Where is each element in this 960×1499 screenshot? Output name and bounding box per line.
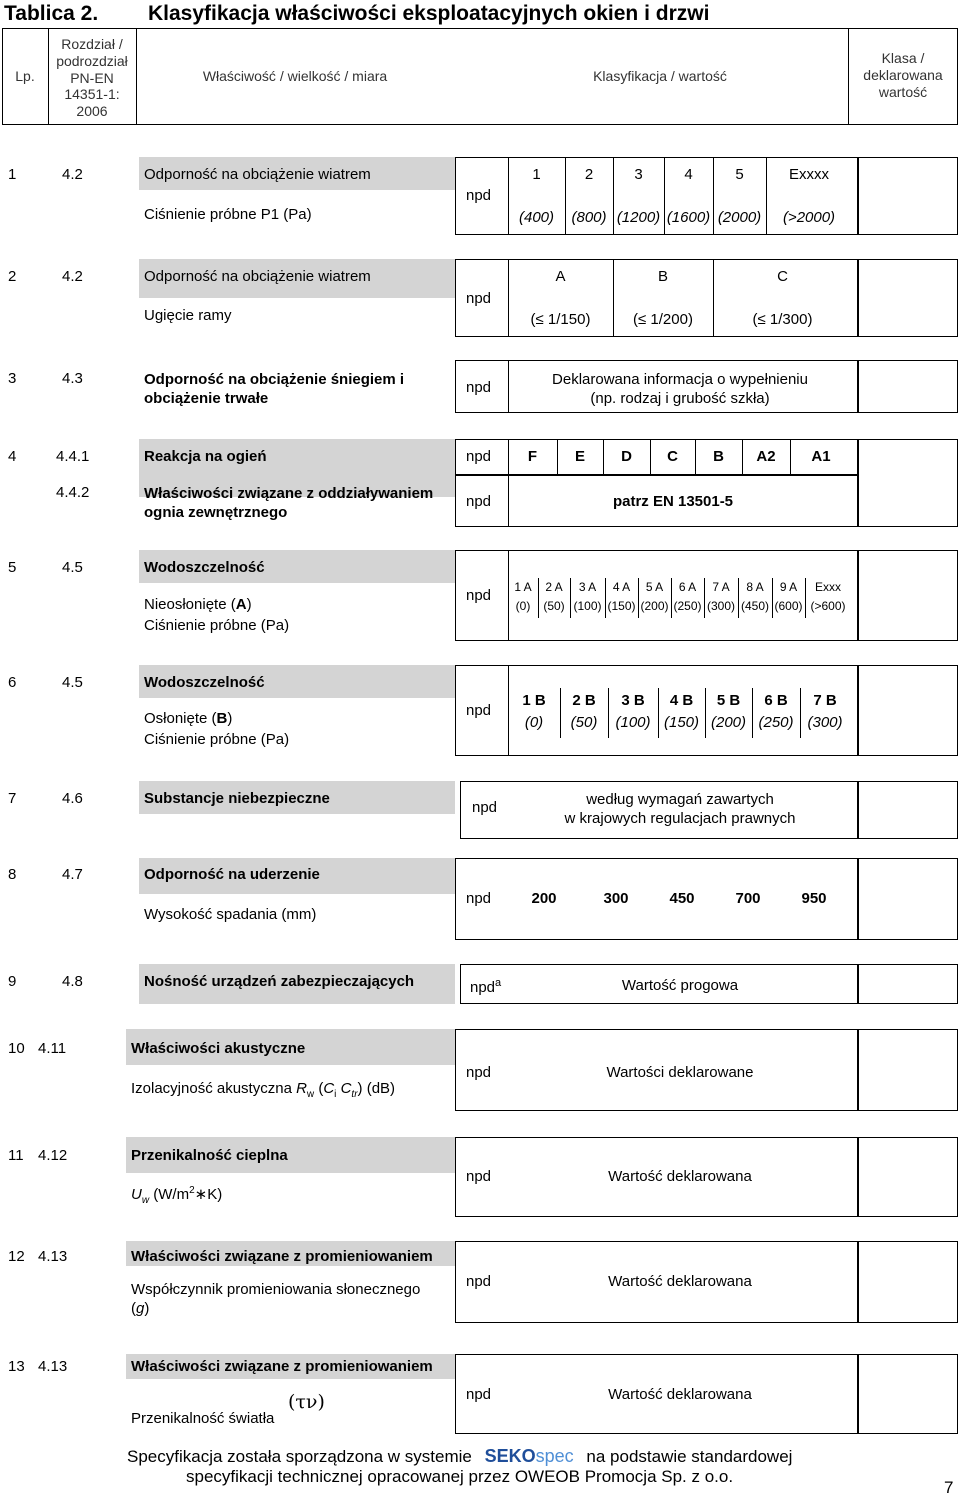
row-section: 4.12 xyxy=(38,1147,68,1164)
class-value: Wartości deklarowane xyxy=(606,1064,754,1081)
class-label: C xyxy=(667,448,678,465)
npd-value: npd xyxy=(466,1064,492,1081)
property-name: Nośność urządzeń zabezpieczających xyxy=(144,973,415,990)
property-name: Reakcja na ogień xyxy=(144,448,267,465)
row-lp: 10 xyxy=(8,1040,25,1057)
row-section: 4.6 xyxy=(62,790,83,807)
class-value: (200) xyxy=(710,714,747,731)
npd-value: npd xyxy=(472,799,498,816)
class-label: Exxxx xyxy=(788,166,829,183)
property-name: Właściwości związane z promieniowaniem xyxy=(131,1248,433,1265)
row-section: 4.5 xyxy=(62,674,83,691)
class-label: B xyxy=(713,448,724,465)
class-value: (250) xyxy=(673,599,702,613)
class-value: Wartość deklarowana xyxy=(608,1386,752,1403)
table-header xyxy=(2,28,958,125)
property-sub: $U_w$ $(W/m^2∗K)$ xyxy=(131,1185,223,1206)
class-label: 4 xyxy=(684,166,693,183)
footer-line1: Specyfikacja została sporządzona w systemie SEKOspec na podstawie standardowej xyxy=(127,1446,793,1466)
class-label: 2 B xyxy=(572,692,596,709)
row-section: 4.8 xyxy=(62,973,83,990)
header-klasyfikacja: Klasyfikacja / wartość xyxy=(593,68,727,84)
class-value: (400) xyxy=(518,209,555,226)
page-title: Klasyfikacja właściwości eksploatacyjnych okien i drzwi xyxy=(148,2,710,25)
formula-tau-nu: (τν) xyxy=(288,1391,325,1413)
property-name: Substancje niebezpieczne xyxy=(144,790,330,807)
class-value: (800) xyxy=(571,209,607,226)
class-value: 300 xyxy=(603,890,629,907)
class-value: (1200) xyxy=(616,209,661,226)
class-value: 700 xyxy=(735,890,761,907)
header-lp: Lp. xyxy=(15,68,35,84)
class-value: (2000) xyxy=(717,209,762,226)
class-label: 5 xyxy=(735,166,744,183)
footer-line2: specyfikacji technicznej opracowanej przez OWEOB Promocja Sp. z o.o. xyxy=(186,1467,734,1486)
property-name: Przenikalność cieplna xyxy=(131,1147,288,1164)
property-sub: Wysokość spadania (mm) xyxy=(144,906,317,923)
npd-value: npd xyxy=(466,587,492,604)
row-section: 4.2 xyxy=(62,166,83,183)
row-section: 4.11 xyxy=(38,1040,67,1057)
class-value: (50) xyxy=(543,599,565,613)
sekospec-logo: SEKOspec xyxy=(484,1446,574,1466)
class-value: (600) xyxy=(774,599,803,613)
npd-value: npd xyxy=(466,448,492,465)
class-label: D xyxy=(621,448,632,465)
npd-value: npd xyxy=(466,1168,492,1185)
row-section: 4.13 xyxy=(38,1248,68,1265)
class-value: (100) xyxy=(573,599,602,613)
class-label: 4 B xyxy=(669,692,694,709)
class-label: 7 B xyxy=(813,692,837,709)
class-value: (≤ 1/300) xyxy=(752,311,813,328)
property-name: Właściwości związane z oddziaływaniem ognia zewnętrznego xyxy=(144,485,434,521)
class-value: Deklarowana informacja o wypełnieniu (np. rodzaj i grubość szkła) xyxy=(552,371,808,407)
row-lp: 13 xyxy=(8,1358,25,1375)
class-label: 8 A xyxy=(746,580,764,594)
class-label: 2 A xyxy=(545,580,563,594)
header-wlasciwosc: Właściwość / wielkość / miara xyxy=(202,68,388,84)
class-value: (0) xyxy=(515,599,531,613)
property-sub: Osłonięte (B) xyxy=(144,710,233,727)
class-value: według wymagań zawartych w krajowych regulacjach prawnych xyxy=(564,791,796,827)
property-sub: Nieosłonięte (A) xyxy=(144,596,252,613)
class-label: 3 B xyxy=(621,692,645,709)
row-lp: 5 xyxy=(8,559,17,576)
property-name: Wodoszczelność xyxy=(144,674,265,691)
class-value: (300) xyxy=(706,599,735,613)
class-value: (250) xyxy=(758,714,794,731)
class-value: (300) xyxy=(807,714,843,731)
class-value: (150) xyxy=(663,714,700,731)
class-label: 3 xyxy=(634,166,643,183)
property-sub: Ugięcie ramy xyxy=(144,307,232,324)
class-value: (100) xyxy=(615,714,651,731)
class-label: 7 A xyxy=(712,580,730,594)
npd-value: npd xyxy=(466,1386,492,1403)
class-value: Wartość deklarowana xyxy=(608,1168,752,1185)
row-lp: 9 xyxy=(8,973,17,990)
row-lp: 3 xyxy=(8,370,17,387)
property-sub: Ciśnienie próbne P1 (Pa) xyxy=(144,206,312,223)
class-label: Exxx xyxy=(814,580,841,594)
class-value: (450) xyxy=(740,599,769,613)
class-value: 200 xyxy=(531,890,557,907)
class-label: 5 A xyxy=(645,580,664,594)
class-value: (50) xyxy=(570,714,598,731)
class-value: Wartość deklarowana xyxy=(608,1273,752,1290)
table-number: Tablica 2. xyxy=(4,2,99,25)
row-lp: 8 xyxy=(8,866,17,883)
class-value: patrz EN 13501-5 xyxy=(612,493,734,510)
class-label: C xyxy=(777,268,788,285)
property-sub: Ciśnienie próbne (Pa) xyxy=(144,617,290,634)
class-value: (≤ 1/200) xyxy=(633,311,693,328)
class-label: 3 A xyxy=(578,580,597,594)
row-section: 4.4.2 xyxy=(56,484,90,501)
property-name: Odporność na obciążenie śniegiem i obciążenie trwałe xyxy=(144,371,405,407)
row-lp: 1 xyxy=(8,166,17,183)
npd-value: npd xyxy=(466,187,492,204)
property-name: Odporność na obciążenie wiatrem xyxy=(144,268,371,285)
property-sub: (g) xyxy=(131,1300,150,1317)
class-value: (0) xyxy=(524,714,544,731)
class-label: E xyxy=(574,448,585,465)
row-lp: 11 xyxy=(8,1147,24,1164)
npd-value: npd xyxy=(466,290,492,307)
npd-value: npd xyxy=(466,493,492,510)
class-value: (>2000) xyxy=(782,209,836,226)
row-section: 4.13 xyxy=(38,1358,68,1375)
npd-value: npd xyxy=(466,702,492,719)
class-label: 4 A xyxy=(612,580,631,594)
class-label: F xyxy=(527,448,538,465)
row-section: 4.3 xyxy=(62,370,83,387)
class-label: 9 A xyxy=(779,580,798,594)
property-name: Odporność na obciążenie wiatrem xyxy=(144,166,371,183)
class-label: 6 B xyxy=(764,692,788,709)
property-sub: Ciśnienie próbne (Pa) xyxy=(144,731,290,748)
row-lp: 12 xyxy=(8,1248,25,1265)
class-label: 5 B xyxy=(716,692,741,709)
class-label: 6 A xyxy=(678,580,697,594)
header-rozdzial: Rozdział / podrozdział PN-EN 14351-1: 2006 xyxy=(56,36,128,120)
class-label: A2 xyxy=(756,448,776,465)
page-number: 7 xyxy=(944,1478,954,1497)
class-value: (≤ 1/150) xyxy=(530,311,591,328)
property-sub: Współczynnik promieniowania słonecznego xyxy=(131,1281,421,1298)
property-name: Odporność na uderzenie xyxy=(144,866,320,883)
class-value: 450 xyxy=(669,890,695,907)
class-label: B xyxy=(657,268,668,285)
class-value: Wartość progowa xyxy=(621,977,739,994)
class-label: A xyxy=(555,268,566,285)
property-name: Wodoszczelność xyxy=(144,559,265,576)
property-sub: Przenikalność światła xyxy=(131,1410,275,1427)
npd-value: npd xyxy=(466,379,492,396)
row-lp: 4 xyxy=(8,448,17,465)
property-name: Właściwości akustyczne xyxy=(131,1040,306,1057)
npd-value: npd$^a$ xyxy=(470,977,502,996)
row-section: 4.5 xyxy=(62,559,83,576)
class-label: 1 A xyxy=(514,580,532,594)
property-sub: Izolacyjność akustyczna $R_w$ ($C_i$ $C_{tr}$) (dB) xyxy=(131,1080,396,1100)
class-value: (1600) xyxy=(666,209,711,226)
class-value: 950 xyxy=(801,890,827,907)
row-lp: 6 xyxy=(8,674,17,691)
class-label: 1 xyxy=(532,166,541,183)
class-value: (>600) xyxy=(810,599,846,613)
row-lp: 2 xyxy=(8,268,17,285)
npd-value: npd xyxy=(466,890,492,907)
class-value: (200) xyxy=(640,599,669,613)
property-name: Właściwości związane z promieniowaniem xyxy=(131,1358,433,1375)
class-label: 2 xyxy=(584,166,594,183)
row-section: 4.7 xyxy=(62,866,83,883)
header-klasa: Klasa / deklarowana wartość xyxy=(863,50,943,100)
class-value: (150) xyxy=(607,599,636,613)
row-lp: 7 xyxy=(8,790,17,807)
row-section: 4.4.1 xyxy=(56,448,90,465)
class-label: A1 xyxy=(811,448,831,465)
npd-value: npd xyxy=(466,1273,492,1290)
class-label: 1 B xyxy=(522,692,546,709)
row-section: 4.2 xyxy=(62,268,83,285)
